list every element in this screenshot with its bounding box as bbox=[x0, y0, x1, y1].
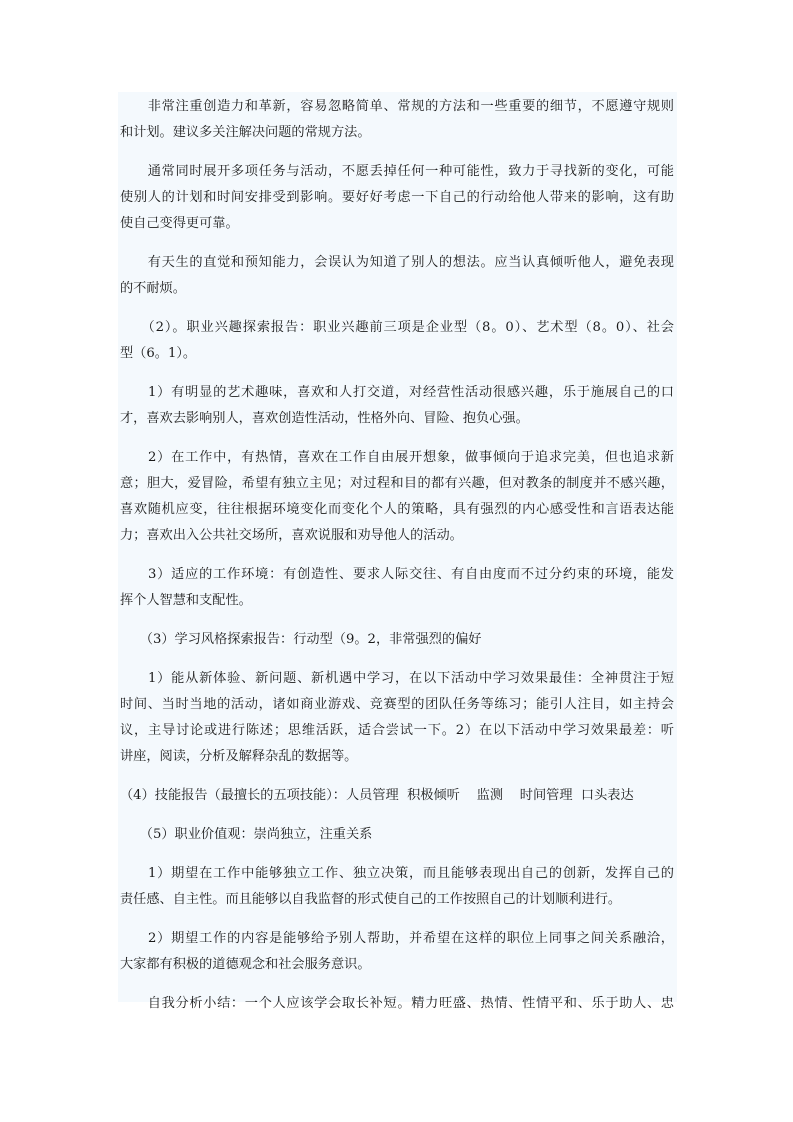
paragraph-7 bbox=[120, 562, 674, 614]
paragraph-8 bbox=[120, 627, 674, 653]
paragraph-4 bbox=[120, 315, 674, 367]
text-line: 喜欢随机应变，往往根据环境变化而变化个人的策略，具有强烈的内心感受性和言语表达能 bbox=[120, 502, 674, 517]
text-line: 才，喜欢去影响别人，喜欢创造性活动，性格外向、冒险、抱负心强。 bbox=[120, 411, 529, 426]
text-line: 意；胆大，爱冒险，希望有独立主见；对过程和目的都有兴趣，但对教条的制度并不感兴趣， bbox=[120, 476, 674, 491]
text-line: 议，主导讨论或进行陈述；思维活跃，适合尝试一下。2）在以下活动中学习效果最差：听 bbox=[120, 723, 674, 738]
paragraph-13 bbox=[120, 926, 674, 978]
text-line: 讲座，阅读，分析及解释杂乱的数据等。 bbox=[120, 749, 358, 764]
text-line: （2）。职业兴趣探索报告：职业兴趣前三项是企业型（8。0）、艺术型（8。0）、社会 bbox=[120, 320, 674, 335]
text-line: 和计划。建议多关注解决问题的常规方法。 bbox=[120, 125, 371, 140]
text-line: 型（6。1）。 bbox=[120, 346, 197, 361]
text-line: 使自己变得更可靠。 bbox=[120, 216, 239, 231]
text-line: 1）能从新体验、新问题、新机遇中学习，在以下活动中学习效果最佳：全神贯注于短 bbox=[120, 671, 674, 686]
paragraph-2 bbox=[120, 159, 674, 237]
text-line: 2）期望工作的内容是能够给予别人帮助，并希望在这样的职位上同事之间关系融洽， bbox=[120, 931, 674, 946]
paragraph-12 bbox=[120, 861, 674, 913]
text-line: 通常同时展开多项任务与活动，不愿丢掉任何一种可能性，致力于寻找新的变化，可能 bbox=[120, 164, 674, 179]
paragraph-1 bbox=[120, 94, 674, 146]
paragraph-14 bbox=[120, 991, 674, 1017]
paragraph-10 bbox=[120, 783, 674, 809]
paragraph-5 bbox=[120, 380, 674, 432]
text-line: 1）期望在工作中能够独立工作、独立决策，而且能够表现出自己的创新，发挥自己的 bbox=[120, 866, 674, 881]
text-line: 1）有明显的艺术趣味，喜欢和人打交道，对经营性活动很感兴趣，乐于施展自己的口 bbox=[120, 385, 674, 400]
text-line: 非常注重创造力和革新，容易忽略简单、常规的方法和一些重要的细节，不愿遵守规则 bbox=[120, 99, 674, 114]
paragraph-3 bbox=[120, 250, 674, 302]
text-line: 有天生的直觉和预知能力，会误认为知道了别人的想法。应当认真倾听他人，避免表现 bbox=[120, 255, 674, 270]
text-line: 2）在工作中，有热情，喜欢在工作自由展开想象，做事倾向于追求完美，但也追求新 bbox=[120, 450, 674, 465]
text-line: 大家都有积极的道德观念和社会服务意识。 bbox=[120, 957, 371, 972]
text-line: （3）学习风格探索报告：行动型（9。2，非常强烈的偏好 bbox=[120, 632, 482, 647]
paragraph-9 bbox=[120, 666, 674, 770]
text-line: 挥个人智慧和支配性。 bbox=[120, 593, 252, 608]
text-line: 责任感、自主性。而且能够以自我监督的形式使自己的工作按照自己的计划顺利进行。 bbox=[120, 892, 622, 907]
text-line: 的不耐烦。 bbox=[120, 281, 186, 296]
text-line: 自我分析小结：一个人应该学会取长补短。精力旺盛、热情、性情平和、乐于助人、忠 bbox=[120, 996, 674, 1011]
text-line: 使别人的计划和时间安排受到影响。要好好考虑一下自己的行动给他人带来的影响，这有助 bbox=[120, 190, 674, 205]
paragraph-11 bbox=[120, 822, 674, 848]
text-line: 力；喜欢出入公共社交场所，喜欢说服和劝导他人的活动。 bbox=[120, 528, 463, 543]
text-line: （4）技能报告（最擅长的五项技能）：人员管理 积极倾听 监测 时间管理 口头表达 bbox=[120, 788, 634, 803]
paragraph-6 bbox=[120, 445, 674, 549]
document-body bbox=[118, 92, 677, 1011]
text-line: （5）职业价值观：崇尚独立，注重关系 bbox=[120, 827, 373, 842]
text-line: 时间、当时当地的活动，诸如商业游戏、竞赛型的团队任务等练习；能引人注目，如主持会 bbox=[120, 697, 674, 712]
text-line: 3）适应的工作环境：有创造性、要求人际交往、有自由度而不过分约束的环境，能发 bbox=[120, 567, 674, 582]
